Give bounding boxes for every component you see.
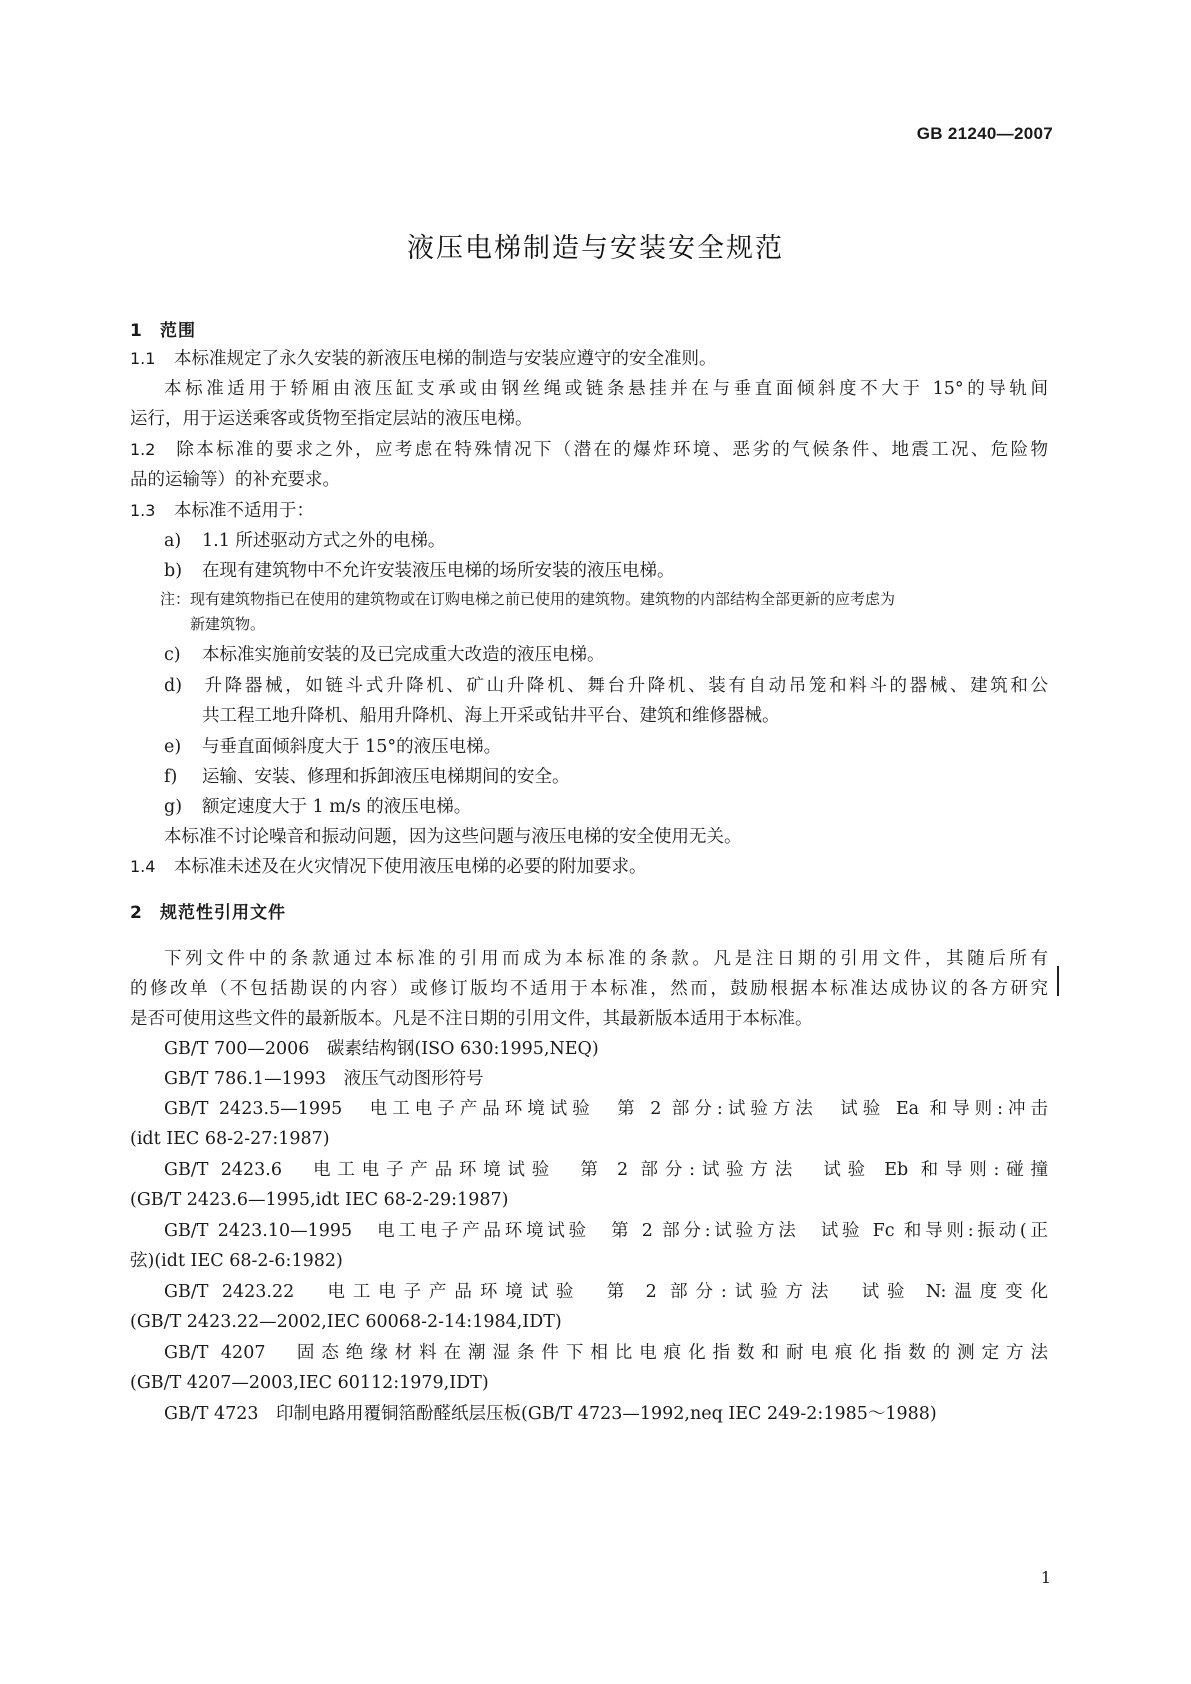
reference-entry: GB/T 4723 印制电路用覆铜箔酚醛纸层压板(GB/T 4723—1992,neq IEC 249-2:1985～1988) [164,1404,937,1424]
list-text: 1.1 所述驱动方式之外的电梯。 [202,531,446,551]
section-number: 1 [130,321,143,341]
list-item-c [164,642,605,668]
clause-text: 本标准不适用于： [174,501,314,521]
clause-number: 1.3 [130,501,156,520]
page-number: 1 [1040,1568,1051,1587]
section-title: 范围 [160,321,196,341]
revision-change-bar [1057,966,1059,996]
paragraph-line: 下列文件中的条款通过本标准的引用而成为本标准的条款。凡是注日期的引用文件，其随后所有 [164,949,1048,969]
list-item-b [164,558,675,584]
list-marker: b) [164,561,183,581]
list-marker: c) [164,645,181,665]
list-marker: g) [164,797,183,817]
reference-entry-continuation: (idt IEC 68-2-27:1987) [130,1129,330,1149]
list-marker: e) [164,737,182,757]
list-marker: f) [164,767,178,787]
list-item-g [164,794,471,820]
list-marker: a) [164,531,182,551]
clause-text: 本标准未述及在火灾情况下使用液压电梯的必要的附加要求。 [174,857,647,877]
paragraph-line: 本标准不讨论噪音和振动问题，因为这些问题与液压电梯的安全使用无关。 [164,827,742,847]
reference-entry-continuation: (GB/T 2423.6—1995,idt IEC 68-2-29:1987) [130,1190,509,1210]
list-text: 在现有建筑物中不允许安装液压电梯的场所安装的液压电梯。 [202,561,675,581]
list-text-continuation: 共工程工地升降机、船用升降机、海上开采或钻井平台、建筑和维修器械。 [202,706,780,726]
list-text: 本标准实施前安装的及已完成重大改造的液压电梯。 [202,645,605,665]
clause-number: 1.2 [130,440,156,459]
section-1-heading [130,318,196,344]
section-title: 规范性引用文件 [160,903,286,923]
reference-entry: GB/T 2423.5—1995 电工电子产品环境试验 第 2 部分:试验方法 试验 Ea 和导则:冲击 [164,1099,1048,1119]
list-text: 与垂直面倾斜度大于 15°的液压电梯。 [202,737,502,757]
reference-entry: GB/T 786.1—1993 液压气动图形符号 [164,1069,484,1089]
clause-number: 1.4 [130,857,156,876]
clause-1-4 [130,854,647,880]
paragraph-line: 品的运输等）的补充要求。 [130,470,340,490]
clause-text: 本标准规定了永久安装的新液压电梯的制造与安装应遵守的安全准则。 [174,349,717,369]
list-text: 额定速度大于 1 m/s 的液压电梯。 [202,797,472,817]
list-text: 运输、安装、修理和拆卸液压电梯期间的安全。 [202,767,570,787]
reference-entry: GB/T 2423.10—1995 电工电子产品环境试验 第 2 部分:试验方法 试验 Fc 和导则:振动(正 [164,1221,1048,1241]
reference-entry-continuation: (GB/T 2423.22—2002,IEC 60068-2-14:1984,IDT) [130,1312,562,1332]
note-line: 新建筑物。 [190,615,266,633]
section-number: 2 [130,903,143,923]
reference-entry: GB/T 700—2006 碳素结构钢(ISO 630:1995,NEQ) [164,1039,599,1059]
reference-entry: GB/T 4207 固态绝缘材料在潮湿条件下相比电痕化指数和耐电痕化指数的测定方法 [164,1343,1048,1363]
paragraph-line: 运行，用于运送乘客或货物至指定层站的液压电梯。 [130,409,533,429]
reference-entry: GB/T 2423.6 电工电子产品环境试验 第 2 部分:试验方法 试验 Eb 和导则:碰撞 [164,1160,1048,1180]
list-item-d [164,673,1048,699]
list-item-f [164,764,570,790]
paragraph-line: 的修改单（不包括勘误的内容）或修订版均不适用于本标准，然而，鼓励根据本标准达成协议的各方研究 [130,979,1048,999]
section-2-heading [130,900,286,926]
clause-text: 除本标准的要求之外，应考虑在特殊情况下（潜在的爆炸环境、恶劣的气候条件、地震工况、危险物 [174,440,1048,460]
clause-number: 1.1 [130,349,156,368]
paragraph-line: 是否可使用这些文件的最新版本。凡是不注日期的引用文件，其最新版本适用于本标准。 [130,1009,813,1029]
list-item-e [164,734,501,760]
clause-1-1 [130,346,717,372]
list-item-a [164,528,445,554]
document-title: 液压电梯制造与安装安全规范 [407,233,784,264]
paragraph-line: 本标准适用于轿厢由液压缸支承或由钢丝绳或链条悬挂并在与垂直面倾斜度不大于 15°的导轨间 [164,379,1048,399]
list-marker: d) [164,676,183,696]
clause-1-2 [130,437,1048,463]
list-text: 升降器械，如链斗式升降机、矿山升降机、舞台升降机、装有自动吊笼和料斗的器械、建筑和公 [202,676,1048,696]
reference-entry: GB/T 2423.22 电工电子产品环境试验 第 2 部分:试验方法 试验 N:温度变化 [164,1282,1048,1302]
note-line: 注：现有建筑物指已在使用的建筑物或在订购电梯之前已使用的建筑物。建筑物的内部结构全部更新的应考虑为 [160,590,896,608]
reference-entry-continuation: 弦)(idt IEC 68-2-6:1982) [130,1251,343,1271]
standard-code: GB 21240—2007 [916,124,1053,143]
clause-1-3 [130,498,314,524]
reference-entry-continuation: (GB/T 4207—2003,IEC 60112:1979,IDT) [130,1373,489,1393]
